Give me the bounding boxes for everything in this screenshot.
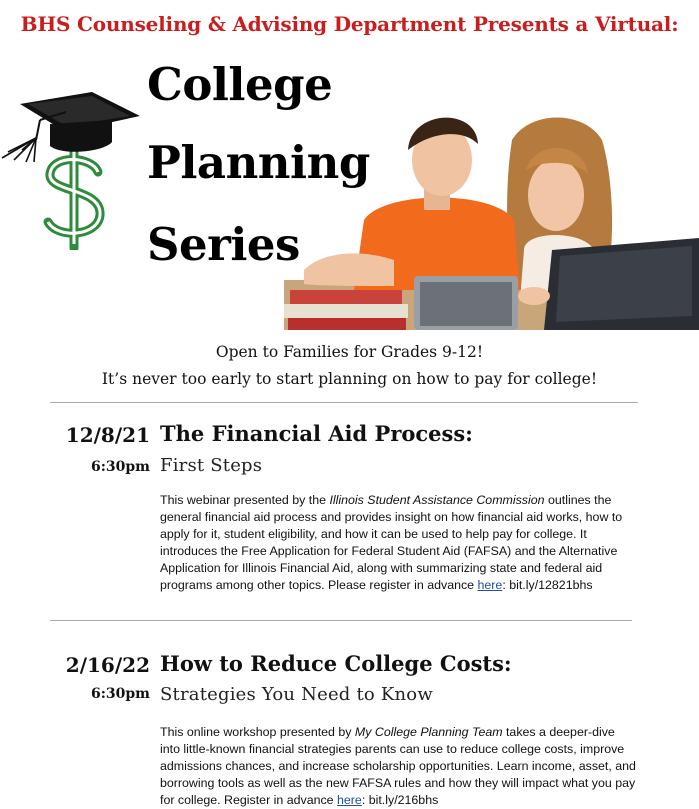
link-url: : bit.ly/12821bhs	[502, 578, 593, 592]
event-date: 2/16/22	[65, 653, 150, 677]
event-description	[160, 724, 638, 809]
title-college: College	[147, 58, 333, 111]
top-banner: BHS Counseling & Advising Department Presents a Virtual:	[20, 12, 679, 36]
presenter-name: My College Planning Team	[354, 725, 503, 739]
divider	[50, 620, 632, 621]
desc-text: This online workshop presented by	[160, 725, 355, 739]
link-url: : bit.ly/216bhs	[361, 793, 439, 807]
event-subtitle: Strategies You Need to Know	[160, 684, 433, 705]
register-link[interactable]: here	[477, 578, 503, 592]
event-subtitle: First Steps	[160, 455, 263, 476]
intro-line-grades: Open to Families for Grades 9-12!	[215, 343, 484, 361]
desc-text: takes a deeper-dive into little-known financial strategies parents can use to reduce college costs, improve admissions chances, and increase scholarship opportunities. Learn income, asset, and borrowing tools as well as the new FAFSA rules and how they will impact what you pay for college. Register in advance	[160, 725, 636, 807]
title-planning: Planning	[147, 136, 370, 189]
desc-text: This webinar presented by the	[160, 493, 330, 507]
title-series: Series	[147, 218, 300, 271]
event-title: How to Reduce College Costs:	[160, 651, 512, 676]
presenter-name: Illinois Student Assistance Commission	[329, 493, 545, 507]
event-time: 6:30pm	[91, 686, 150, 702]
event-date: 12/8/21	[65, 423, 150, 447]
desc-text: outlines the general financial aid process and provides insight on how financial aid works, how to apply for it, student eligibility, and how it can be used to help pay for college. It introduces the Free Application for Federal Student Aid (FAFSA) and the Alternative Application for Illinois Financial Aid, along with summarizing state and federal aid programs among other topics. Please register in advance	[160, 493, 623, 592]
event-description	[160, 492, 638, 594]
intro-line-planning: It’s never too early to start planning on how to pay for college!	[101, 370, 598, 388]
students-laptop-photo	[284, 100, 699, 330]
event-time: 6:30pm	[91, 459, 150, 475]
graduation-cap-dollar-icon	[0, 90, 145, 250]
register-link[interactable]: here	[337, 793, 362, 807]
divider	[50, 402, 638, 403]
event-title: The Financial Aid Process:	[160, 421, 473, 446]
